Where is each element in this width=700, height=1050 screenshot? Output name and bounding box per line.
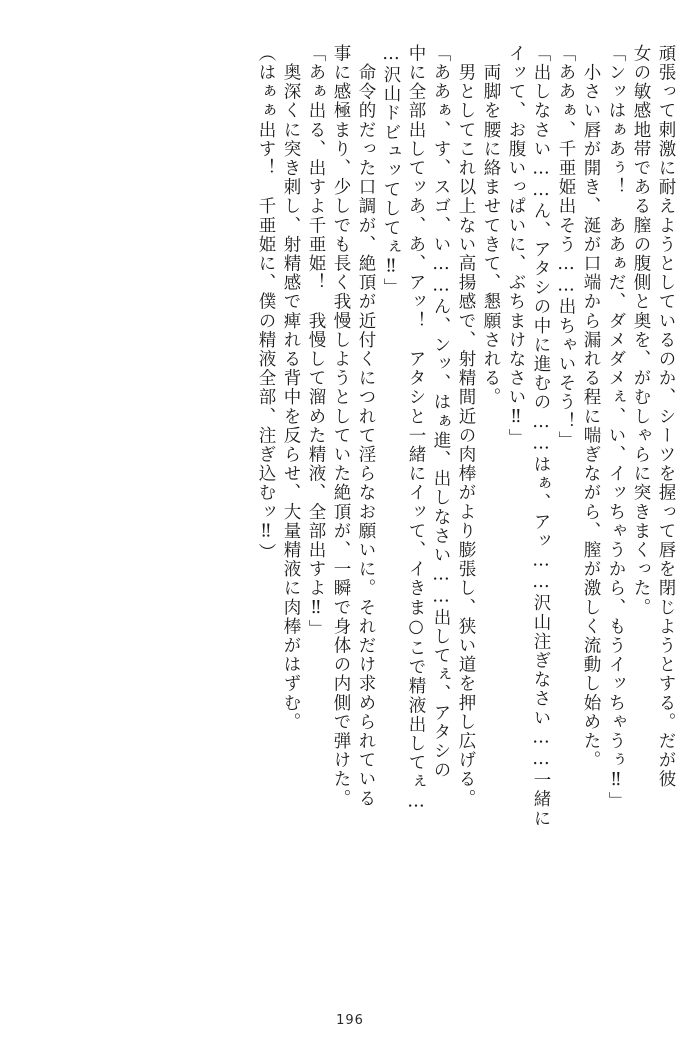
text-line: 事に感極まり、少しでも長く我慢しようとしていた絶頂が、一瞬で身体の内側で弾けた。 bbox=[331, 44, 351, 808]
text-line: 「ああぁ、す、スゴ、い……ん、ンッ、はぁ進、出しなさい……出してぇ、アタシの bbox=[431, 44, 451, 780]
text-line: 小さい唇が開き、涎が口端から漏れる程に喘ぎながら、膣が激しく流動し始めた。 bbox=[581, 44, 601, 770]
text-line: 「あぁ出る、出すよ千亜姫！ 我慢して溜めた精液、全部出すよ‼」 bbox=[306, 44, 326, 639]
text-line: 両脚を腰に絡ませてきて、懇願される。 bbox=[481, 44, 501, 407]
text-line: 奥深くに突き刺し、射精感で痺れる背中を反らせ、大量精液に肉棒がはずむ。 bbox=[281, 44, 301, 732]
text-line: イッて、お腹いっぱいに、ぶちまけなさい‼」 bbox=[506, 44, 526, 448]
text-line: 頑張って刺激に耐えようとしているのか、シーツを握って唇を閉じようとする。だが彼 bbox=[656, 44, 676, 789]
text-line: 「ンッはぁあぅ！ ああぁだ、ダメダメぇ、い、イッちゃうから、もうイッちゃうぅ‼」 bbox=[606, 44, 626, 811]
text-line: 女の敏感地帯である膣の腹側と奥を、がむしゃらに突きまくった。 bbox=[631, 44, 651, 617]
text-line: （はぁぁ出す！ 千亜姫に、僕の精液全部、注ぎ込むッ‼） bbox=[256, 44, 276, 563]
page-number: 196 bbox=[336, 1013, 364, 1028]
text-line: 「ああぁ、千亜姫出そう……出ちゃいそう！」 bbox=[556, 44, 576, 451]
text-line: 命令的だった口調が、絶頂が近付くにつれて淫らなお願いに。それだけ求められている bbox=[356, 44, 376, 808]
text-line: …沢山ドビュッてしてぇ‼」 bbox=[381, 44, 401, 298]
text-line: 中に全部出してッあ、あ、アッ！ アタシと一緒にイッて、イきま○こで精液出してぇ… bbox=[406, 44, 426, 813]
text-line: 「出しなさい……ん、アタシの中に進むの……はぁ、アッ……沢山注ぎなさい……一緒に bbox=[531, 44, 551, 828]
vertical-text-block bbox=[26, 44, 674, 984]
text-line: 男としてこれ以上ない高揚感で、射精間近の肉棒がより膨張し、狭い道を押し広げる。 bbox=[456, 44, 476, 808]
